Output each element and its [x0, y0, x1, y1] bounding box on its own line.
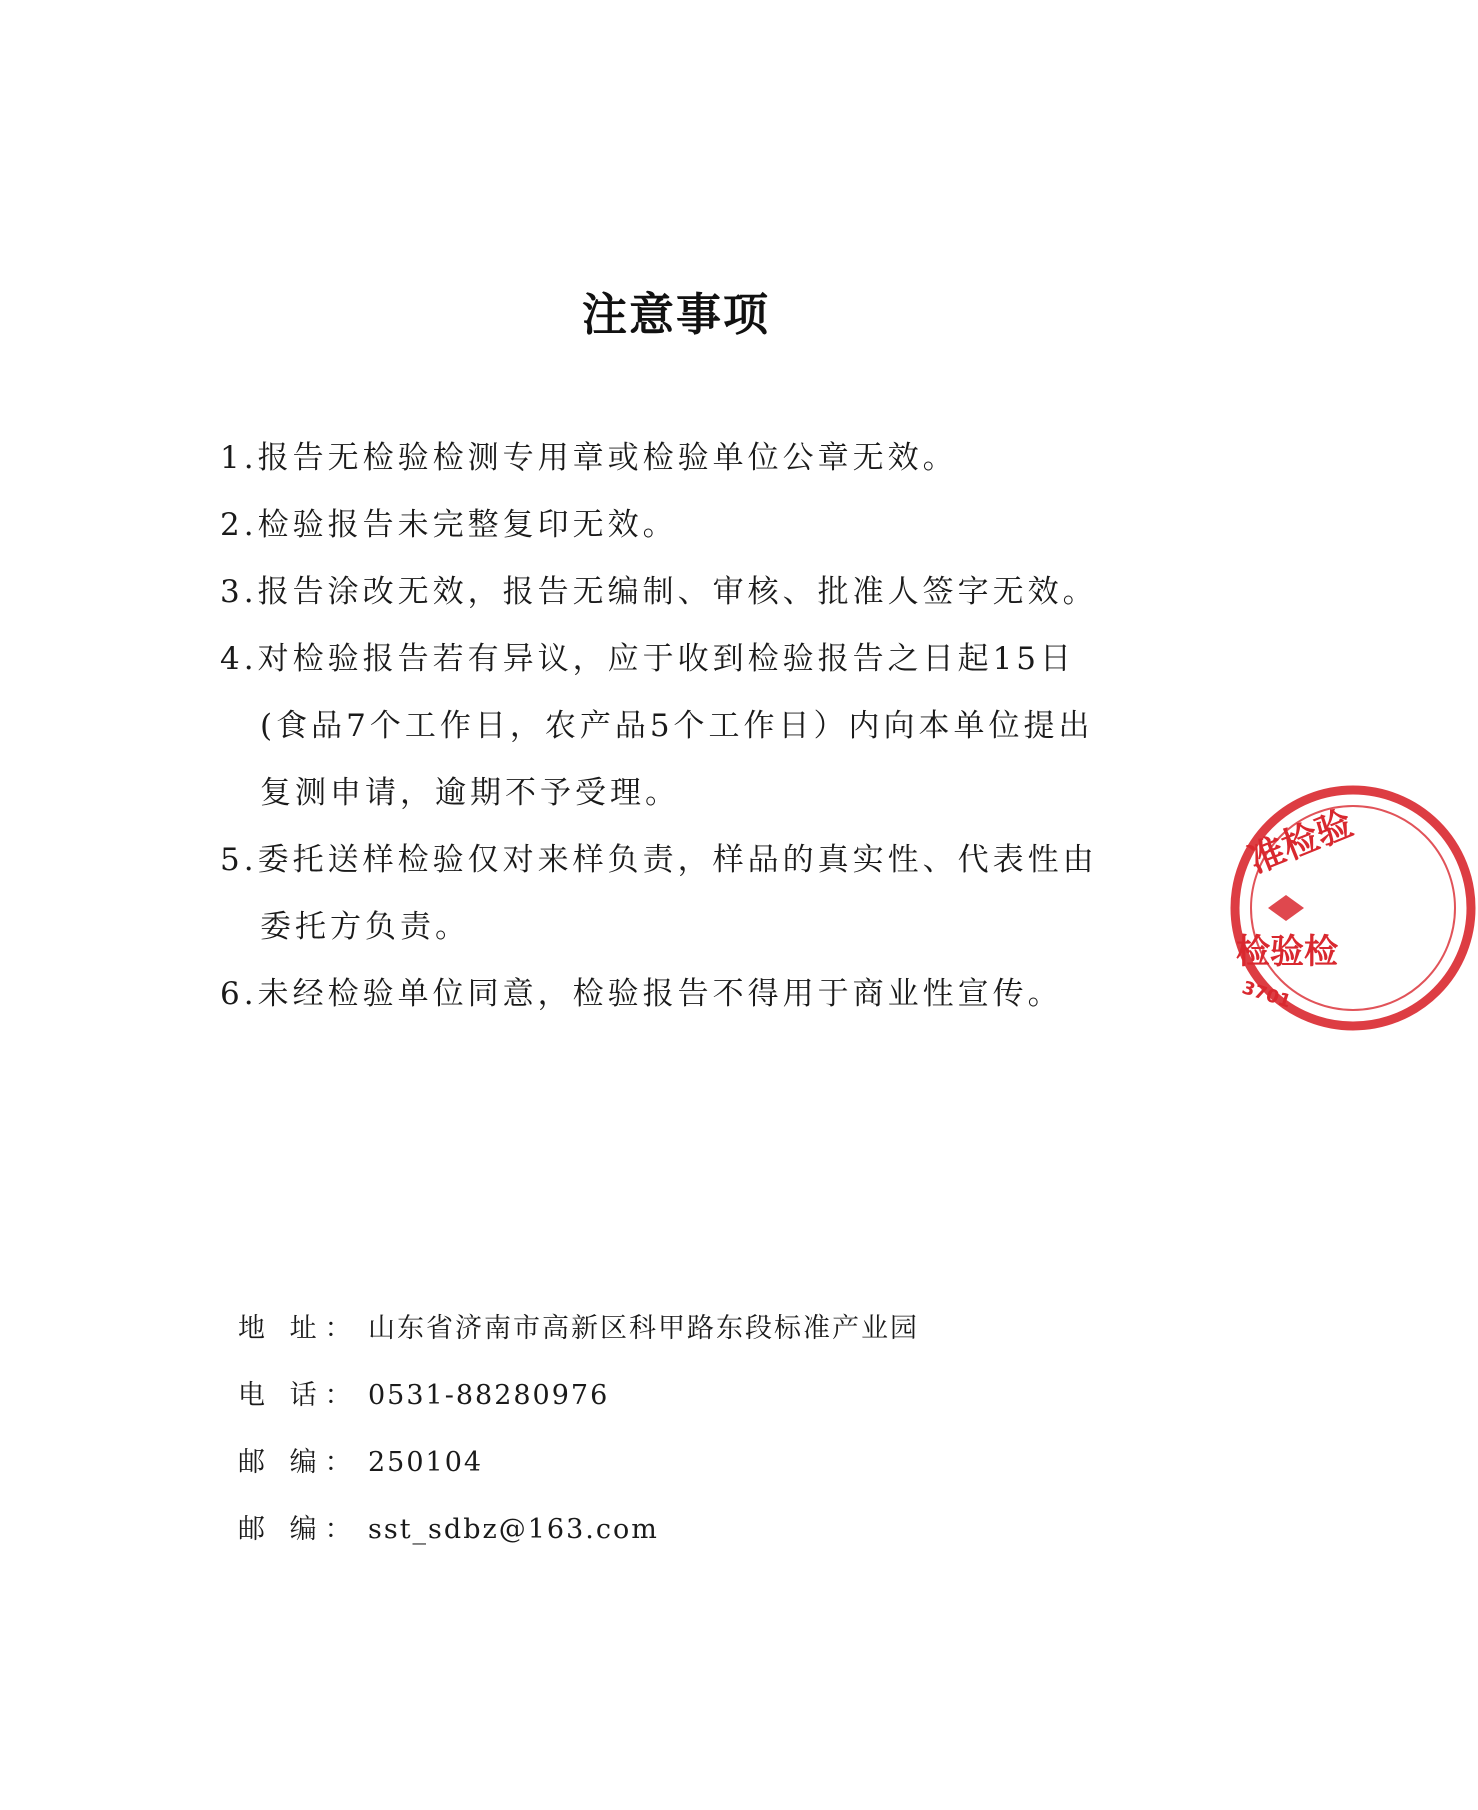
notice-item-5: 5.委托送样检验仅对来样负责，样品的真实性、代表性由委托方负责。: [220, 842, 1098, 945]
official-seal: [1228, 783, 1478, 1033]
postcode-row: [238, 1429, 1038, 1496]
address-label: 地 址：: [238, 1313, 360, 1344]
phone-label: 电 话：: [238, 1380, 360, 1411]
notice-list: [220, 425, 1100, 1028]
page-title: 注意事项: [581, 288, 770, 341]
seal-code-text: 3701: [1239, 977, 1294, 1013]
phone-row: [238, 1362, 1038, 1429]
notice-item-1: 1.报告无检验检测专用章或检验单位公章无效。: [220, 440, 958, 476]
notice-item-2: 2.检验报告未完整复印无效。: [220, 507, 678, 543]
postcode-label: 邮 编：: [238, 1447, 360, 1478]
address-row: [238, 1295, 1038, 1362]
contact-info: [238, 1295, 1038, 1563]
email-value: sst_sdbz@163.com: [368, 1514, 659, 1545]
address-value: 山东省济南市高新区科甲路东段标准产业园: [368, 1313, 919, 1344]
email-label: 邮 编：: [238, 1514, 360, 1545]
notice-item-6: 6.未经检验单位同意，检验报告不得用于商业性宣传。: [220, 976, 1063, 1012]
notice-item-4: 4.对检验报告若有异议，应于收到检验报告之日起15日(食品7个工作日，农产品5个工作日）内向本单位提出复测申请，逾期不予受理。: [220, 641, 1094, 811]
seal-mid-text: 检验检: [1236, 932, 1338, 972]
postcode-value: 250104: [368, 1447, 484, 1478]
seal-star-icon: [1268, 895, 1304, 921]
notice-item-3: 3.报告涂改无效，报告无编制、审核、批准人签字无效。: [220, 574, 1098, 610]
seal-top-text: 准检验: [1243, 803, 1359, 882]
phone-value: 0531-88280976: [368, 1380, 610, 1411]
email-row: [238, 1496, 1038, 1563]
